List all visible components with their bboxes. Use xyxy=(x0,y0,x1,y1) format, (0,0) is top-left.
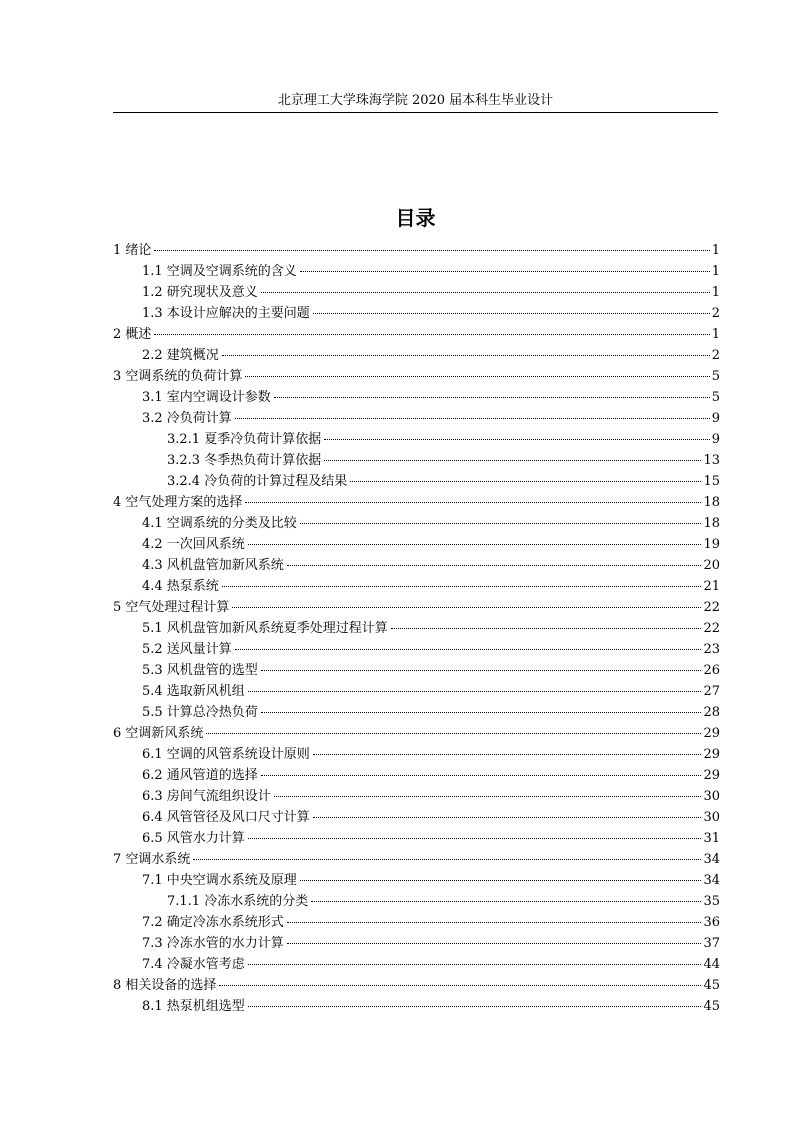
toc-dot-leader xyxy=(261,291,710,293)
toc-entry[interactable] xyxy=(113,786,720,807)
toc-entry-page-number: 20 xyxy=(703,558,720,573)
header-rule xyxy=(113,112,718,113)
toc-entry-label: 3.2.1 夏季冷负荷计算依据 xyxy=(167,432,322,447)
toc-entry-label: 6.4 风管管径及风口尺寸计算 xyxy=(142,810,310,825)
table-of-contents xyxy=(113,240,720,1017)
toc-dot-leader xyxy=(235,417,710,419)
toc-dot-leader xyxy=(324,438,710,440)
toc-entry[interactable] xyxy=(113,954,720,975)
toc-dot-leader xyxy=(300,879,702,881)
toc-entry[interactable] xyxy=(113,870,720,891)
toc-entry-page-number: 9 xyxy=(711,411,720,426)
toc-dot-leader xyxy=(261,711,702,713)
toc-entry-label: 3.1 室内空调设计参数 xyxy=(142,390,271,405)
toc-entry-page-number: 5 xyxy=(711,390,720,405)
toc-entry[interactable] xyxy=(113,492,720,513)
toc-entry-page-number: 18 xyxy=(703,495,720,510)
toc-dot-leader xyxy=(245,501,701,503)
toc-dot-leader xyxy=(313,816,702,818)
toc-dot-leader xyxy=(287,921,702,923)
toc-entry-page-number: 36 xyxy=(703,915,720,930)
toc-entry[interactable] xyxy=(113,849,720,870)
toc-dot-leader xyxy=(287,564,702,566)
toc-entry[interactable] xyxy=(113,387,720,408)
toc-dot-leader xyxy=(350,480,701,482)
toc-dot-leader xyxy=(300,522,702,524)
toc-entry-page-number: 34 xyxy=(703,852,720,867)
toc-entry[interactable] xyxy=(113,681,720,702)
toc-entry-page-number: 30 xyxy=(703,789,720,804)
toc-entry-label: 5.1 风机盘管加新风系统夏季处理过程计算 xyxy=(142,621,388,636)
toc-entry[interactable] xyxy=(113,807,720,828)
toc-entry-label: 5 空气处理过程计算 xyxy=(113,600,230,615)
toc-dot-leader xyxy=(313,312,710,314)
toc-entry-page-number: 29 xyxy=(703,747,720,762)
toc-entry[interactable] xyxy=(113,240,720,261)
toc-entry-label: 6.2 通风管道的选择 xyxy=(142,768,258,783)
toc-entry[interactable] xyxy=(113,450,720,471)
toc-dot-leader xyxy=(324,459,701,461)
toc-entry-page-number: 2 xyxy=(711,306,720,321)
toc-dot-leader xyxy=(311,900,701,902)
toc-entry-label: 5.4 选取新风机组 xyxy=(142,684,245,699)
toc-dot-leader xyxy=(193,858,701,860)
toc-entry[interactable] xyxy=(113,324,720,345)
toc-entry-page-number: 29 xyxy=(703,768,720,783)
toc-dot-leader xyxy=(248,837,702,839)
toc-entry-page-number: 37 xyxy=(703,936,720,951)
toc-entry-page-number: 13 xyxy=(703,453,720,468)
toc-entry-label: 4.1 空调系统的分类及比较 xyxy=(142,516,297,531)
toc-entry-label: 3 空调系统的负荷计算 xyxy=(113,369,243,384)
toc-entry-label: 8.1 热泵机组选型 xyxy=(142,999,245,1014)
toc-entry[interactable] xyxy=(113,471,720,492)
toc-dot-leader xyxy=(391,627,702,629)
toc-entry-label: 6.3 房间气流组织设计 xyxy=(142,789,271,804)
page-header: 北京理工大学珠海学院 2020 届本科生毕业设计 xyxy=(277,93,554,108)
toc-entry-page-number: 28 xyxy=(703,705,720,720)
toc-entry-label: 2 概述 xyxy=(113,327,152,342)
toc-entry-label: 3.2 冷负荷计算 xyxy=(142,411,232,426)
toc-entry-page-number: 22 xyxy=(703,600,720,615)
toc-entry[interactable] xyxy=(113,555,720,576)
toc-entry[interactable] xyxy=(113,534,720,555)
toc-entry-label: 7.1 中央空调水系统及原理 xyxy=(142,873,297,888)
toc-entry-label: 7.2 确定冷冻水系统形式 xyxy=(142,915,284,930)
toc-entry[interactable] xyxy=(113,639,720,660)
toc-entry-label: 4.3 风机盘管加新风系统 xyxy=(142,558,284,573)
toc-dot-leader xyxy=(274,795,702,797)
toc-entry-page-number: 44 xyxy=(703,957,720,972)
toc-entry[interactable] xyxy=(113,912,720,933)
toc-entry-label: 1.1 空调及空调系统的含义 xyxy=(142,264,297,279)
toc-entry[interactable] xyxy=(113,660,720,681)
toc-entry[interactable] xyxy=(113,303,720,324)
toc-dot-leader xyxy=(313,753,702,755)
toc-dot-leader xyxy=(154,249,709,251)
toc-entry-label: 1.2 研究现状及意义 xyxy=(142,285,258,300)
toc-entry[interactable] xyxy=(113,744,720,765)
toc-dot-leader xyxy=(154,333,709,335)
toc-dot-leader xyxy=(261,774,702,776)
toc-dot-leader xyxy=(222,354,710,356)
toc-entry-page-number: 1 xyxy=(711,285,720,300)
toc-entry-label: 7.1.1 冷冻水系统的分类 xyxy=(167,894,309,909)
toc-dot-leader xyxy=(261,669,702,671)
toc-dot-leader xyxy=(248,1005,702,1007)
toc-entry-page-number: 19 xyxy=(703,537,720,552)
toc-entry-page-number: 35 xyxy=(703,894,720,909)
toc-entry-page-number: 18 xyxy=(703,516,720,531)
toc-entry[interactable] xyxy=(113,366,720,387)
toc-dot-leader xyxy=(248,690,702,692)
toc-entry-label: 2.2 建筑概况 xyxy=(142,348,219,363)
toc-entry-label: 3.2.3 冬季热负荷计算依据 xyxy=(167,453,322,468)
toc-dot-leader xyxy=(248,543,702,545)
toc-entry[interactable] xyxy=(113,975,720,996)
toc-entry-label: 6 空调新风系统 xyxy=(113,726,204,741)
toc-dot-leader xyxy=(222,585,702,587)
toc-dot-leader xyxy=(274,396,710,398)
toc-entry-page-number: 29 xyxy=(703,726,720,741)
toc-dot-leader xyxy=(206,732,701,734)
toc-entry-page-number: 15 xyxy=(703,474,720,489)
toc-dot-leader xyxy=(219,984,701,986)
toc-entry-label: 6.1 空调的风管系统设计原则 xyxy=(142,747,310,762)
toc-entry-page-number: 9 xyxy=(711,432,720,447)
toc-entry-page-number: 22 xyxy=(703,621,720,636)
toc-entry[interactable] xyxy=(113,261,720,282)
toc-entry-page-number: 1 xyxy=(711,264,720,279)
toc-entry-page-number: 45 xyxy=(703,999,720,1014)
toc-entry-page-number: 27 xyxy=(703,684,720,699)
toc-entry[interactable] xyxy=(113,702,720,723)
toc-entry-label: 5.2 送风量计算 xyxy=(142,642,232,657)
toc-entry-page-number: 1 xyxy=(711,243,720,258)
toc-dot-leader xyxy=(248,963,702,965)
toc-entry-label: 1.3 本设计应解决的主要问题 xyxy=(142,306,310,321)
toc-entry-page-number: 45 xyxy=(703,978,720,993)
toc-entry[interactable] xyxy=(113,513,720,534)
toc-entry-label: 4 空气处理方案的选择 xyxy=(113,495,243,510)
toc-entry[interactable] xyxy=(113,618,720,639)
toc-entry[interactable] xyxy=(113,891,720,912)
toc-entry-page-number: 26 xyxy=(703,663,720,678)
toc-entry-label: 5.3 风机盘管的选型 xyxy=(142,663,258,678)
toc-dot-leader xyxy=(300,270,710,272)
toc-dot-leader xyxy=(287,942,702,944)
toc-entry-label: 3.2.4 冷负荷的计算过程及结果 xyxy=(167,474,348,489)
toc-entry-label: 1 绪论 xyxy=(113,243,152,258)
toc-entry-label: 7.3 冷冻水管的水力计算 xyxy=(142,936,284,951)
toc-entry[interactable] xyxy=(113,282,720,303)
toc-entry-label: 7.4 冷凝水管考虑 xyxy=(142,957,245,972)
toc-entry[interactable] xyxy=(113,765,720,786)
toc-entry-page-number: 2 xyxy=(711,348,720,363)
toc-entry[interactable] xyxy=(113,996,720,1017)
toc-dot-leader xyxy=(235,648,702,650)
toc-entry-label: 6.5 风管水力计算 xyxy=(142,831,245,846)
toc-entry[interactable] xyxy=(113,345,720,366)
toc-entry-page-number: 34 xyxy=(703,873,720,888)
toc-entry-page-number: 21 xyxy=(703,579,720,594)
toc-entry[interactable] xyxy=(113,576,720,597)
toc-entry[interactable] xyxy=(113,408,720,429)
toc-dot-leader xyxy=(245,375,709,377)
toc-dot-leader xyxy=(232,606,701,608)
toc-entry-page-number: 31 xyxy=(703,831,720,846)
toc-entry-label: 4.2 一次回风系统 xyxy=(142,537,245,552)
toc-entry-label: 8 相关设备的选择 xyxy=(113,978,217,993)
toc-title: 目录 xyxy=(395,206,436,230)
toc-entry-page-number: 5 xyxy=(711,369,720,384)
toc-entry-page-number: 1 xyxy=(711,327,720,342)
toc-entry-label: 4.4 热泵系统 xyxy=(142,579,219,594)
toc-entry-label: 7 空调水系统 xyxy=(113,852,191,867)
toc-entry[interactable] xyxy=(113,828,720,849)
toc-entry[interactable] xyxy=(113,597,720,618)
toc-entry-label: 5.5 计算总冷热负荷 xyxy=(142,705,258,720)
toc-entry-page-number: 23 xyxy=(703,642,720,657)
toc-entry-page-number: 30 xyxy=(703,810,720,825)
toc-entry[interactable] xyxy=(113,429,720,450)
toc-entry[interactable] xyxy=(113,723,720,744)
toc-entry[interactable] xyxy=(113,933,720,954)
